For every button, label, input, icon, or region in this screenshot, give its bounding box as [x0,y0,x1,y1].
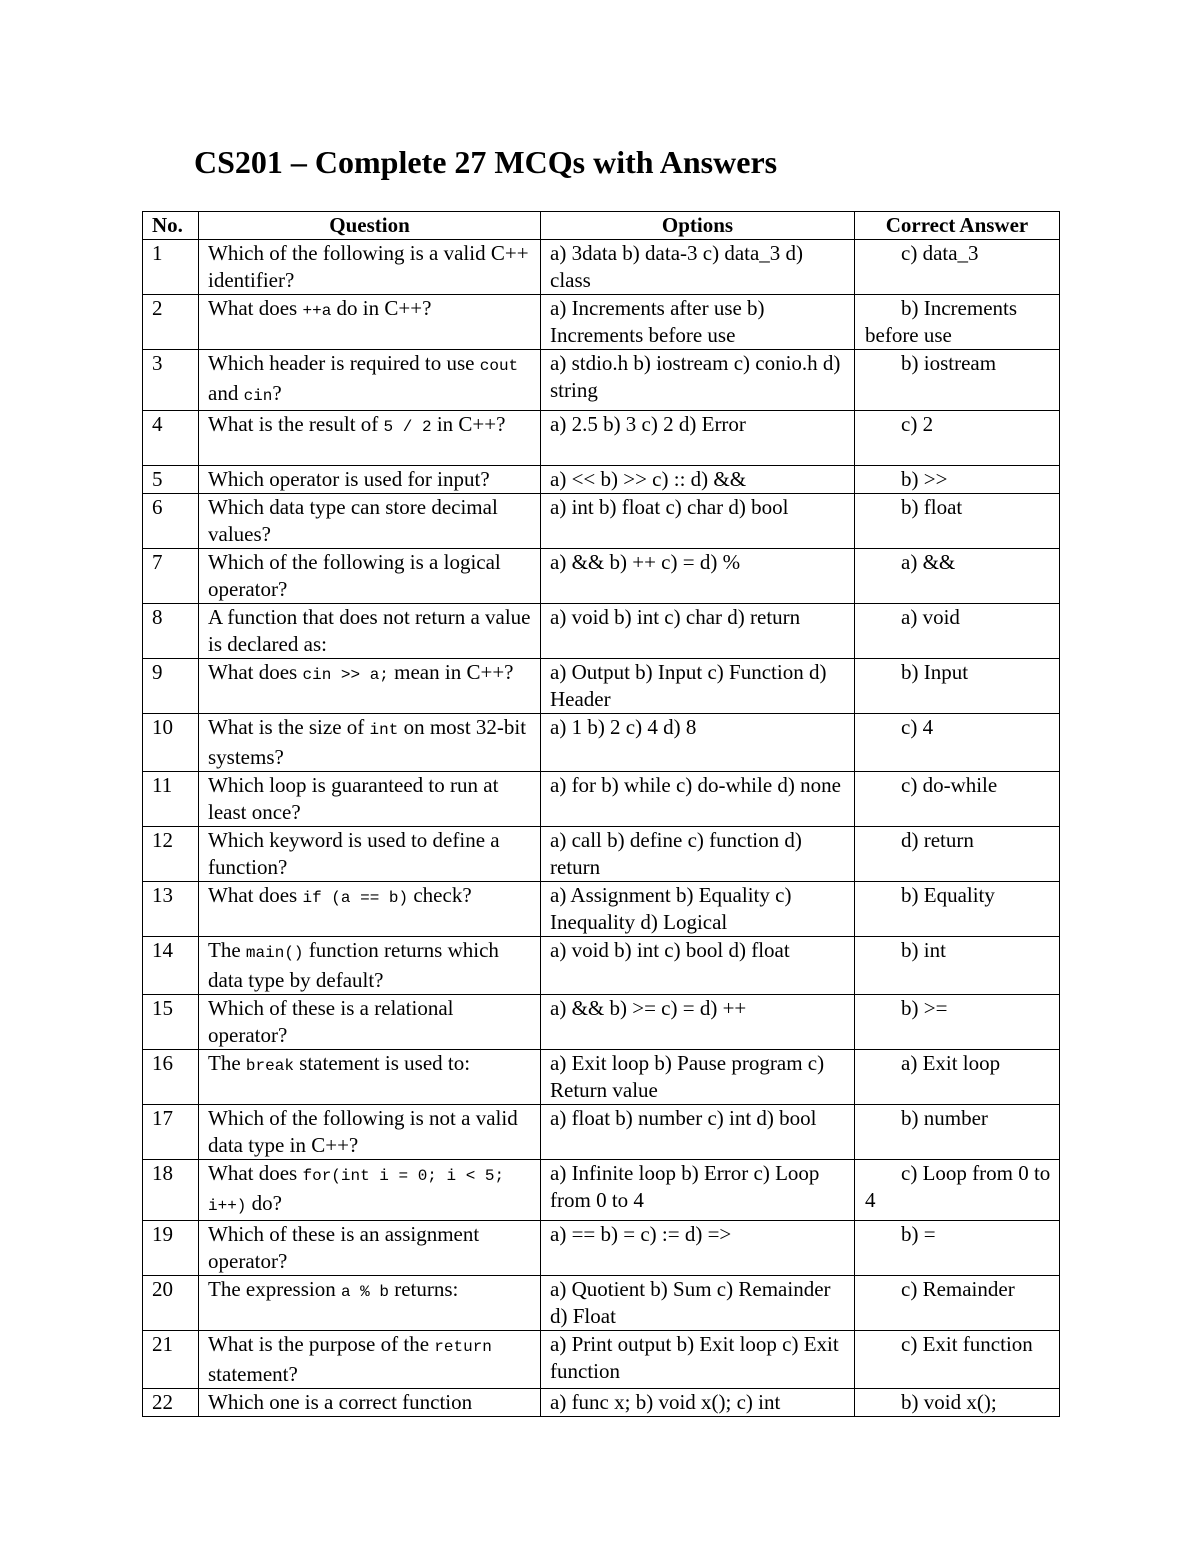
cell-question [199,882,541,937]
cell-no: 6 [143,494,199,549]
answer-text: c) 4 [901,715,934,739]
cell-correct-answer [855,827,1060,882]
question-text: The [208,1051,246,1075]
question-text: What does [208,296,303,320]
question-text: Which keyword is used to define a function? [208,828,500,879]
cell-correct-answer [855,1331,1060,1389]
cell-no: 19 [143,1221,199,1276]
question-code: break [245,1057,294,1075]
question-text: Which of the following is not a valid data type in C++? [208,1106,518,1157]
question-code: main() [245,944,304,962]
cell-correct-answer [855,1389,1060,1417]
cell-question [199,937,541,995]
cell-options: a) 3data b) data-3 c) data_3 d) class [541,240,855,295]
table-row [143,1389,1060,1417]
cell-correct-answer [855,411,1060,466]
mcq-table [142,211,1060,1417]
question-text: ? [272,381,282,405]
question-text: statement? [208,1362,298,1386]
cell-options: a) Infinite loop b) Error c) Loop from 0 to 4 [541,1160,855,1221]
header-question: Question [199,212,541,240]
cell-question [199,411,541,466]
question-text: Which loop is guaranteed to run at least once? [208,773,499,824]
question-text: Which of the following is a valid C++ identifier? [208,241,529,292]
question-text: in C++? [431,412,506,436]
question-text: Which header is required to use [208,351,480,375]
answer-text: c) Remainder [901,1277,1015,1301]
table-row [143,937,1060,995]
table-row [143,295,1060,350]
cell-options: a) call b) define c) function d) return [541,827,855,882]
cell-question [199,1105,541,1160]
question-code: a % b [340,1283,389,1301]
cell-question [199,772,541,827]
question-code: int [369,721,399,739]
question-text: A function that does not return a value is declared as: [208,605,531,656]
cell-question [199,604,541,659]
table-header-row [143,212,1060,240]
question-text: Which of these is a relational operator? [208,996,454,1047]
answer-text: c) 2 [901,412,934,436]
cell-question [199,549,541,604]
cell-no: 8 [143,604,199,659]
question-text: What does [208,1161,303,1185]
cell-correct-answer [855,659,1060,714]
table-row [143,549,1060,604]
question-text: What does [208,883,303,907]
cell-correct-answer [855,772,1060,827]
question-code: cout [479,357,519,375]
question-code: for(int i = 0; i < 5; i++) [208,1167,505,1215]
answer-text: b) = [901,1222,936,1246]
table-row [143,882,1060,937]
cell-correct-answer [855,466,1060,494]
answer-text: b) >> [901,467,948,491]
cell-no: 16 [143,1050,199,1105]
question-code: return [434,1338,492,1356]
cell-no: 4 [143,411,199,466]
cell-question [199,1050,541,1105]
cell-question [199,494,541,549]
answer-text: c) Loop from 0 to 4 [865,1161,1051,1212]
answer-text: d) return [901,828,974,852]
table-row [143,350,1060,411]
cell-no: 5 [143,466,199,494]
cell-options: a) float b) number c) int d) bool [541,1105,855,1160]
cell-no: 20 [143,1276,199,1331]
cell-no: 9 [143,659,199,714]
cell-correct-answer [855,1276,1060,1331]
question-text: Which one is a correct function [208,1390,473,1414]
header-options: Options [541,212,855,240]
cell-options: a) Exit loop b) Pause program c) Return value [541,1050,855,1105]
cell-question [199,827,541,882]
header-correct-answer: Correct Answer [855,212,1060,240]
cell-options: a) 1 b) 2 c) 4 d) 8 [541,714,855,772]
cell-no: 13 [143,882,199,937]
table-row [143,240,1060,295]
answer-text: b) >= [901,996,948,1020]
table-row [143,659,1060,714]
question-text: on most 32-bit systems? [208,715,527,769]
question-code: if (a == b) [302,889,409,907]
answer-text: b) number [901,1106,988,1130]
cell-no: 3 [143,350,199,411]
cell-no: 11 [143,772,199,827]
cell-options: a) Print output b) Exit loop c) Exit function [541,1331,855,1389]
cell-question [199,659,541,714]
question-code: cin [243,387,273,405]
cell-options: a) for b) while c) do-while d) none [541,772,855,827]
question-text: check? [408,883,472,907]
cell-correct-answer [855,1105,1060,1160]
question-text: do in C++? [331,296,432,320]
cell-options: a) 2.5 b) 3 c) 2 d) Error [541,411,855,466]
table-row [143,494,1060,549]
question-code: cin >> a; [302,666,389,684]
cell-question [199,1160,541,1221]
cell-question [199,350,541,411]
cell-question [199,1276,541,1331]
cell-options: a) << b) >> c) :: d) && [541,466,855,494]
header-no: No. [143,212,199,240]
question-code: 5 / 2 [383,418,432,436]
answer-text: b) int [901,938,946,962]
table-row [143,1050,1060,1105]
question-code: ++a [302,302,332,320]
cell-no: 21 [143,1331,199,1389]
table-row [143,411,1060,466]
cell-options: a) void b) int c) char d) return [541,604,855,659]
cell-correct-answer [855,1050,1060,1105]
cell-no: 17 [143,1105,199,1160]
answer-text: c) data_3 [901,241,979,265]
table-row [143,1105,1060,1160]
document-title: CS201 – Complete 27 MCQs with Answers [194,144,778,180]
cell-no: 1 [143,240,199,295]
question-text: do? [246,1191,282,1215]
cell-options: a) && b) >= c) = d) ++ [541,995,855,1050]
cell-no: 12 [143,827,199,882]
answer-text: b) void x(); [901,1390,997,1414]
answer-text: b) Input [901,660,969,684]
cell-question [199,240,541,295]
table-row [143,1160,1060,1221]
cell-correct-answer [855,882,1060,937]
answer-text: b) float [901,495,963,519]
question-text: mean in C++? [388,660,514,684]
table-row [143,827,1060,882]
question-text: returns: [388,1277,459,1301]
table-row [143,1221,1060,1276]
cell-options: a) Assignment b) Equality c) Inequality d) Logical [541,882,855,937]
cell-options: a) func x; b) void x(); c) int [541,1389,855,1417]
question-text: The expression [208,1277,341,1301]
answer-text: a) void [901,605,960,629]
answer-text: c) Exit function [901,1332,1033,1356]
table-row [143,1276,1060,1331]
cell-options: a) Output b) Input c) Function d) Header [541,659,855,714]
cell-no: 18 [143,1160,199,1221]
cell-correct-answer [855,1160,1060,1221]
cell-options: a) void b) int c) bool d) float [541,937,855,995]
question-text: Which of these is an assignment operator? [208,1222,480,1273]
table-row [143,995,1060,1050]
cell-correct-answer [855,295,1060,350]
answer-text: c) do-while [901,773,998,797]
question-text: What is the purpose of the [208,1332,435,1356]
cell-correct-answer [855,714,1060,772]
cell-question [199,295,541,350]
cell-options: a) int b) float c) char d) bool [541,494,855,549]
question-text: Which operator is used for input? [208,467,490,491]
table-row [143,1331,1060,1389]
cell-no: 14 [143,937,199,995]
cell-correct-answer [855,494,1060,549]
cell-question [199,1221,541,1276]
cell-question [199,1331,541,1389]
question-text: function returns which data type by default? [208,938,499,992]
answer-text: a) && [901,550,956,574]
cell-no: 7 [143,549,199,604]
table-row [143,604,1060,659]
table-body [143,240,1060,1417]
answer-text: b) Equality [901,883,995,907]
cell-correct-answer [855,937,1060,995]
table-row [143,714,1060,772]
cell-no: 15 [143,995,199,1050]
cell-no: 22 [143,1389,199,1417]
cell-correct-answer [855,604,1060,659]
cell-no: 2 [143,295,199,350]
question-text: What is the size of [208,715,370,739]
cell-correct-answer [855,240,1060,295]
cell-correct-answer [855,350,1060,411]
question-text: What does [208,660,303,684]
table-row [143,466,1060,494]
question-text: The [208,938,246,962]
question-text: and [208,381,244,405]
cell-question [199,1389,541,1417]
cell-options: a) == b) = c) := d) => [541,1221,855,1276]
cell-question [199,466,541,494]
question-text: statement is used to: [293,1051,471,1075]
question-text: Which of the following is a logical operator? [208,550,501,601]
cell-question [199,995,541,1050]
cell-question [199,714,541,772]
answer-text: b) Increments before use [865,296,1018,347]
cell-no: 10 [143,714,199,772]
answer-text: b) iostream [901,351,997,375]
question-text: What is the result of [208,412,384,436]
cell-options: a) Quotient b) Sum c) Remainder d) Float [541,1276,855,1331]
answer-text: a) Exit loop [901,1051,1001,1075]
cell-options: a) stdio.h b) iostream c) conio.h d) string [541,350,855,411]
cell-correct-answer [855,549,1060,604]
question-text: Which data type can store decimal values? [208,495,498,546]
cell-options: a) Increments after use b) Increments before use [541,295,855,350]
table-row [143,772,1060,827]
cell-correct-answer [855,1221,1060,1276]
cell-options: a) && b) ++ c) = d) % [541,549,855,604]
cell-correct-answer [855,995,1060,1050]
